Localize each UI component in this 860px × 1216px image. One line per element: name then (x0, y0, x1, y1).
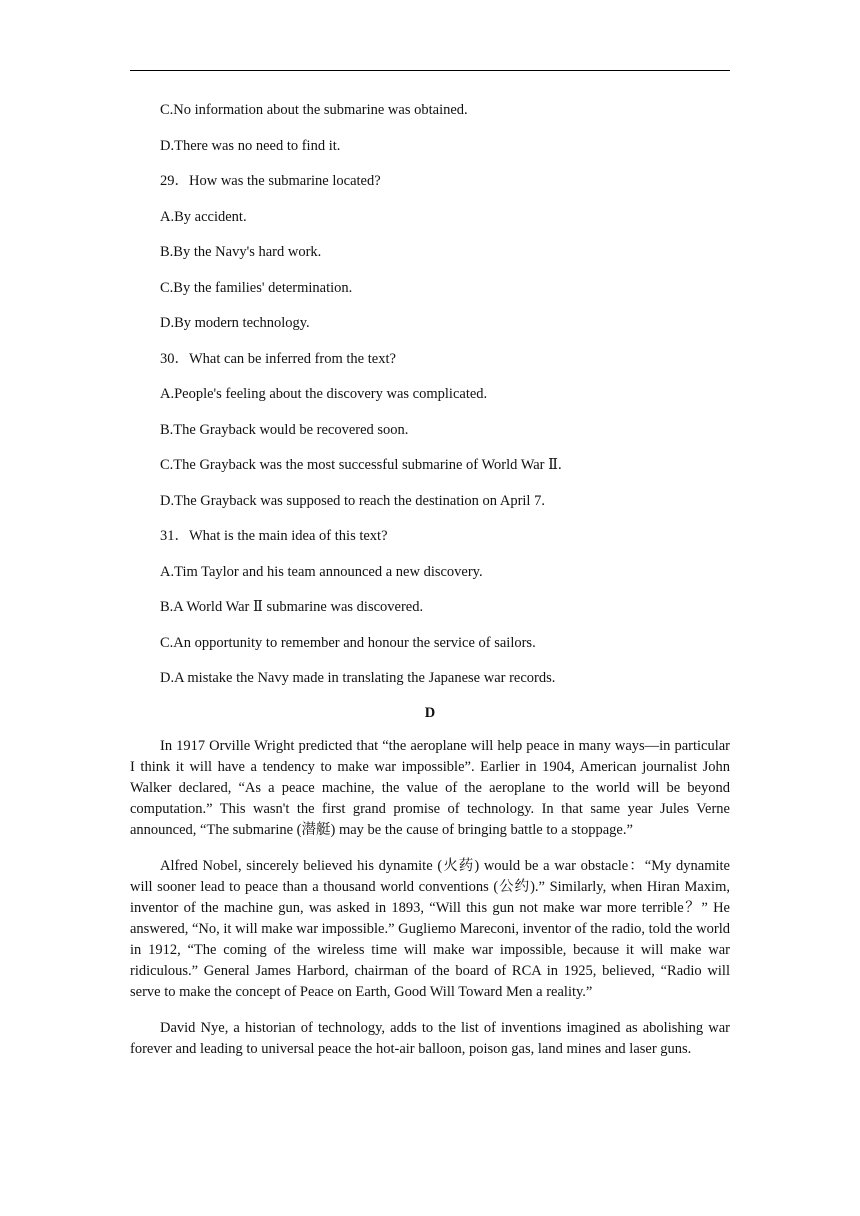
q30-option-b: B.The Grayback would be recovered soon. (160, 421, 409, 438)
q29-option-a: A.By accident. (160, 208, 247, 225)
q29-option-b: B.By the Navy's hard work. (160, 244, 322, 260)
passage-paragraph-2: Alfred Nobel, sincerely believed his dynamite (火药) would be a war obstacle：“My dynamite will sooner lead to peace than a thousand world conventions (公约).” Similarly, when Hiran Maxim, inventor of the machine gun, was asked in 1893, “Will this gun not make war more terrible？” He answered, “No, it will make war impossible.” Gugliemo Mareconi, inventor of the radio, told the world in 1912, “The coming of the wireless time will make war impossible, because it will make war ridiculous.” General James Harbord, chairman of the board of RCA in 1925, believed, “Radio will serve to make the concept of Peace on Earth, Good Will Toward Men a reality.” (130, 858, 730, 1000)
q30-option-a: A.People's feeling about the discovery was complicated. (160, 386, 488, 402)
header-rule (130, 70, 730, 71)
q28-option-c: C.No information about the submarine was obtained. (160, 102, 468, 118)
q31-option-d: D.A mistake the Navy made in translating the Japanese war records. (160, 670, 556, 686)
q30-option-d: D.The Grayback was supposed to reach the destination on April 7. (160, 492, 545, 509)
q30-stem: 30．What can be inferred from the text? (160, 350, 396, 367)
q28-option-d: D.There was no need to find it. (160, 137, 341, 154)
passage-paragraph-3: David Nye, a historian of technology, adds to the list of inventions imagined as abolishing war forever and leading to universal peace the hot-air balloon, poison gas, land mines and laser guns. (130, 1020, 730, 1057)
q31-stem: 31．What is the main idea of this text? (160, 528, 388, 544)
q29-option-c: C.By the families' determination. (160, 279, 353, 296)
page-content (130, 100, 730, 1060)
q31-option-c: C.An opportunity to remember and honour the service of sailors. (160, 634, 536, 651)
section-title: D (424, 705, 436, 721)
passage-paragraph-1: In 1917 Orville Wright predicted that “the aeroplane will help peace in many ways—in particular I think it will have a tendency to make war impossible”. Earlier in 1904, American journalist John Walker declared, “As a peace machine, the value of the aeroplane to the world will be beyond computation.” This wasn't the first grand promise of technology. In that same year Jules Verne announced, “The submarine (潜艇) may be the cause of bringing battle to a stoppage.” (130, 738, 730, 838)
q31-option-b: B.A World War Ⅱ submarine was discovered. (160, 599, 424, 615)
q30-option-c: C.The Grayback was the most successful submarine of World War Ⅱ. (160, 457, 562, 473)
q29-stem: 29．How was the submarine located? (160, 173, 381, 189)
q29-option-d: D.By modern technology. (160, 315, 310, 331)
q31-option-a: A.Tim Taylor and his team announced a new discovery. (160, 563, 483, 580)
